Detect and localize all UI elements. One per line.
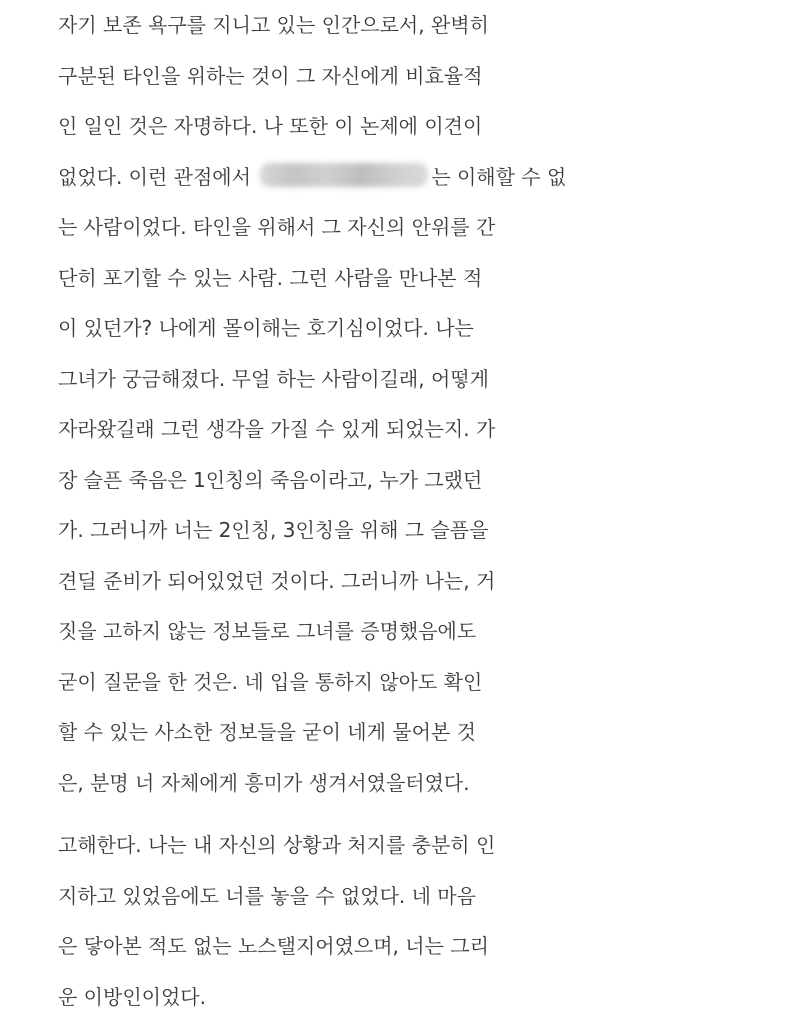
text-segment: 없었다. 이런 관점에서 [58, 165, 257, 189]
text-line: 는 사람이었다. 타인을 위해서 그 자신의 안위를 간 [58, 202, 800, 253]
text-line-with-redaction [58, 152, 800, 203]
text-line: 구분된 타인을 위하는 것이 그 자신에게 비효율적 [58, 51, 800, 102]
text-line: 단히 포기할 수 있는 사람. 그런 사람을 만나본 적 [58, 253, 800, 304]
text-line: 견딜 준비가 되어있었던 것이다. 그러니까 나는, 거 [58, 556, 800, 607]
text-line: 굳이 질문을 한 것은. 네 입을 통하지 않아도 확인 [58, 657, 800, 708]
redacted-name-blur [260, 163, 428, 187]
text-line: 짓을 고하지 않는 정보들로 그녀를 증명했음에도 [58, 606, 800, 657]
text-line: 고해한다. 나는 내 자신의 상황과 처지를 충분히 인 [58, 820, 800, 871]
text-line: 지하고 있었음에도 너를 놓을 수 없었다. 네 마음 [58, 871, 800, 922]
text-line: 이 있던가? 나에게 몰이해는 호기심이었다. 나는 [58, 303, 800, 354]
paragraph-2 [58, 820, 800, 1022]
text-line: 자라왔길래 그런 생각을 가질 수 있게 되었는지. 가 [58, 404, 800, 455]
text-line: 가. 그러니까 너는 2인칭, 3인칭을 위해 그 슬픔을 [58, 505, 800, 556]
text-line: 인 일인 것은 자명하다. 나 또한 이 논제에 이견이 [58, 101, 800, 152]
text-line: 자기 보존 욕구를 지니고 있는 인간으로서, 완벽히 [58, 0, 800, 51]
text-segment: 는 이해할 수 없 [431, 165, 566, 189]
paragraph-1 [58, 0, 800, 808]
text-line: 장 슬픈 죽음은 1인칭의 죽음이라고, 누가 그랬던 [58, 455, 800, 506]
text-line: 은, 분명 너 자체에게 흥미가 생겨서였을터였다. [58, 758, 800, 809]
text-line: 운 이방인이었다. [58, 972, 800, 1022]
text-line: 그녀가 궁금해졌다. 무얼 하는 사람이길래, 어떻게 [58, 354, 800, 405]
text-line: 은 닿아본 적도 없는 노스탤지어였으며, 너는 그리 [58, 921, 800, 972]
text-line: 할 수 있는 사소한 정보들을 굳이 네게 물어본 것 [58, 707, 800, 758]
